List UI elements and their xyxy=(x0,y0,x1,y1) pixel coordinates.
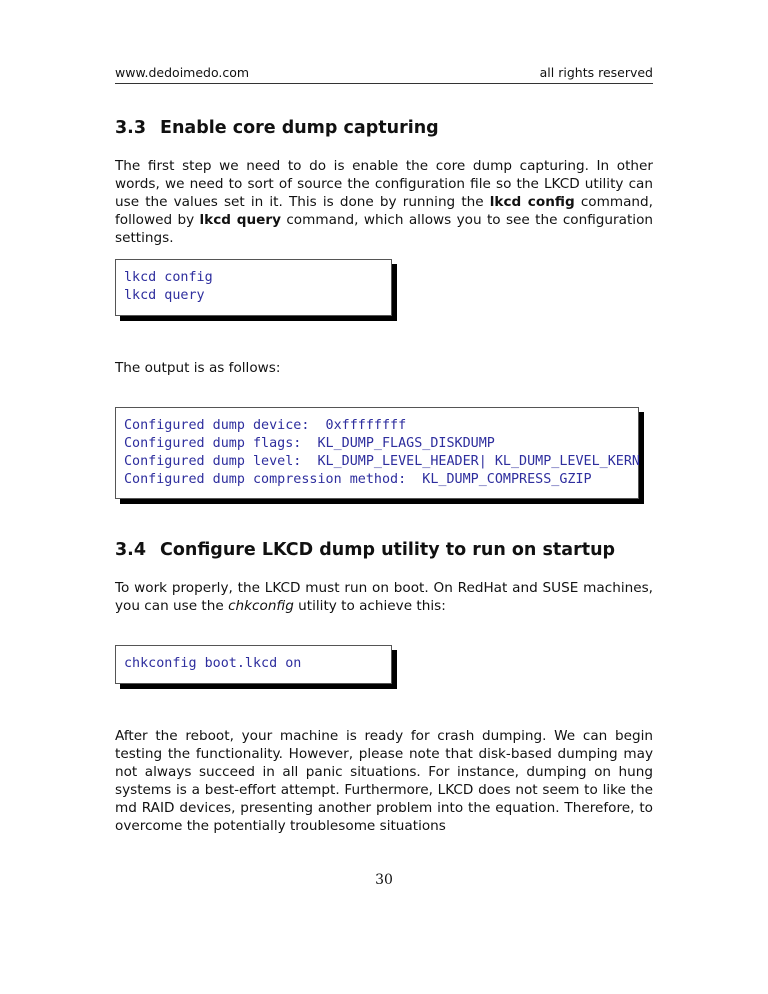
section-3-3-paragraph-2: The output is as follows: xyxy=(115,360,281,376)
paragraph-text: command, which allows you to see the configuration settings. xyxy=(115,212,653,246)
section-number: 3.4 xyxy=(115,540,147,560)
section-3-3-heading xyxy=(115,118,439,138)
code-block-lkcd-commands xyxy=(115,259,392,316)
paragraph-text: The first step we need to do is enable the core dump capturing. In other words, we need to sort of source the configuration file so the LKCD utility can use the values set in it. This is done by running the xyxy=(115,158,653,210)
section-title: Enable core dump capturing xyxy=(160,118,439,138)
header-site: www.dedoimedo.com xyxy=(115,65,250,80)
code-line: chkconfig boot.lkcd on xyxy=(124,656,302,671)
code-line: Configured dump compression method: KL_DUMP_COMPRESS_GZIP xyxy=(124,472,592,487)
command-lkcd-config: lkcd config xyxy=(489,194,575,210)
page-header xyxy=(115,64,653,84)
header-rights: all rights reserved xyxy=(539,65,653,80)
code-line: Configured dump level: KL_DUMP_LEVEL_HEADER| KL_DUMP_LEVEL_KERN xyxy=(124,454,640,469)
command-lkcd-query: lkcd query xyxy=(199,212,281,228)
section-number: 3.3 xyxy=(115,118,147,138)
page-number: 30 xyxy=(375,872,393,888)
code-line: Configured dump device: 0xffffffff xyxy=(124,418,407,433)
section-3-4-paragraph-2: After the reboot, your machine is ready for crash dumping. We can begin testing the functionality. However, please note that disk-based dumping may not always succeed in all panic situations. For instance, dumping on hung systems is a best-effort attempt. Furthermore, LKCD does not seem to like the md RAID devices, presenting another problem into the equation. Therefore, to overcome the potentially troublesome situations xyxy=(115,728,653,834)
code-block-chkconfig xyxy=(115,645,392,684)
code-block-lkcd-output xyxy=(115,407,639,499)
code-line: lkcd config xyxy=(124,270,213,285)
section-3-4-paragraph-1 xyxy=(115,579,653,615)
paragraph-text: To work properly, the LKCD must run on boot. On RedHat and SUSE machines, you can use the xyxy=(115,580,653,614)
paragraph-text: utility to achieve this: xyxy=(293,598,446,614)
paragraph-text: command, followed by xyxy=(115,194,653,228)
section-3-4-heading xyxy=(115,540,615,560)
code-line: lkcd query xyxy=(124,288,205,303)
section-3-3-paragraph-1 xyxy=(115,157,653,247)
chkconfig-term: chkconfig xyxy=(228,598,294,614)
section-title: Configure LKCD dump utility to run on startup xyxy=(160,540,616,560)
code-line: Configured dump flags: KL_DUMP_FLAGS_DISKDUMP xyxy=(124,436,495,451)
